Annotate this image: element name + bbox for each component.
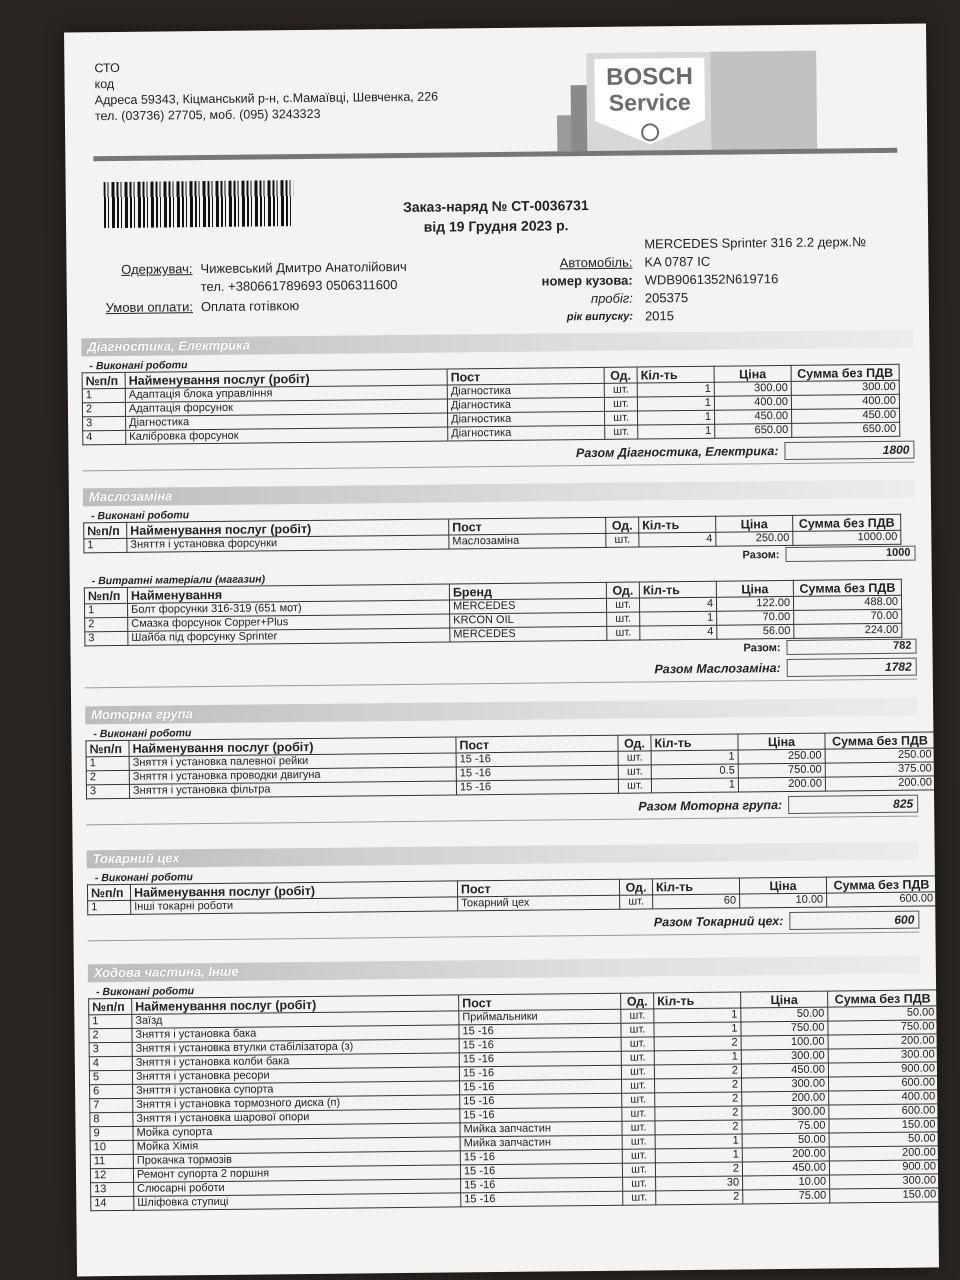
section-title: Ходова частина, Інше [88, 956, 920, 983]
col-qty: Кіл-ть [651, 734, 738, 751]
cell-sum: 250.00 [825, 748, 935, 763]
cell-num: 5 [89, 1070, 132, 1084]
cell-qty: 1 [651, 778, 738, 793]
paper-document [64, 23, 939, 1276]
cell-unit: шт. [621, 1037, 654, 1051]
cell-price: 200.00 [738, 777, 825, 792]
section-title: Маслозаміна [83, 480, 915, 507]
cell-unit: шт. [605, 425, 638, 439]
cell-name: Мойка супорта [133, 1123, 460, 1140]
col-qty: Кіл-ть [637, 366, 714, 383]
cell-qty: 1 [654, 1008, 741, 1023]
cell-unit: шт. [622, 1163, 655, 1177]
section-title: Діагностика, Електрика [81, 330, 913, 357]
cell-num: 3 [86, 784, 129, 798]
cell-sum: 650.00 [792, 422, 900, 437]
cell-post: Діагностика [447, 383, 604, 399]
vin-label: номер кузова: [541, 272, 633, 289]
cell-num: 2 [85, 617, 128, 631]
cell-name: Інші токарні роботи [131, 897, 458, 914]
cell-unit: шт. [621, 1065, 654, 1079]
section-total-value: 1800 [784, 441, 914, 460]
cell-unit: шт. [622, 1135, 655, 1149]
section-total-value: 825 [788, 795, 918, 814]
cell-unit: шт. [620, 895, 653, 909]
cell-name: Заїзд [132, 1011, 459, 1028]
cell-name: Адаптація блока управління [125, 385, 447, 402]
cell-name: Мойка Хімія [133, 1137, 460, 1154]
col-sum: Сумма без ПДВ [793, 514, 901, 531]
cell-price: 50.00 [741, 1007, 828, 1022]
cell-unit: шт. [622, 1121, 655, 1135]
col-post: Пост [456, 735, 618, 753]
cell-post: Діагностика [448, 425, 605, 441]
subtotal-value: 1000 [785, 546, 915, 562]
section-title: Токарний цех [87, 842, 919, 869]
cell-name: Зняття і установка ресори [132, 1067, 459, 1084]
cell-qty: 1 [655, 1134, 742, 1149]
cell-unit: шт. [622, 1149, 655, 1163]
cell-unit: шт. [607, 626, 640, 640]
cell-num: 1 [82, 388, 125, 402]
section-title: Моторна група [85, 698, 917, 725]
cell-unit: шт. [606, 598, 639, 612]
cell-unit: шт. [605, 411, 638, 425]
cell-post: 15 -16 [456, 779, 618, 795]
cell-price: 650.00 [715, 423, 792, 438]
services-table [82, 364, 901, 446]
cell-name: Зняття і установка тормозного диска (п) [133, 1095, 460, 1112]
cell-name: Болт форсунки 316-319 (651 мот) [128, 600, 450, 617]
col-qty: Кіл-ть [639, 581, 716, 598]
cell-sum: 150.00 [830, 1188, 939, 1203]
cell-sum: 200.00 [825, 776, 935, 791]
section-diagnostics [81, 330, 914, 472]
cell-num: 1 [85, 603, 128, 617]
cell-unit: шт. [622, 1079, 655, 1093]
cell-post: Приймальники [459, 1009, 621, 1025]
cell-price: 300.00 [742, 1077, 829, 1092]
section-engine-group [85, 698, 932, 826]
materials-table [84, 579, 903, 647]
cell-price: 450.00 [741, 1063, 828, 1078]
col-num: №п/п [84, 587, 127, 603]
cell-num: 13 [91, 1182, 134, 1196]
section-total-label: Разом Моторна група: [638, 798, 783, 814]
cell-name: Зняття і установка супорта [133, 1081, 460, 1098]
cell-post: 15 -16 [459, 1023, 621, 1039]
col-qty: Кіл-ть [639, 516, 716, 533]
cell-name: Слюсарні роботи [134, 1179, 461, 1196]
cell-num: 4 [89, 1056, 132, 1070]
bosch-service-logo [556, 43, 817, 156]
cell-qty: 2 [654, 1036, 741, 1051]
cell-price: 250.00 [738, 749, 825, 764]
col-num: №п/п [84, 522, 127, 538]
subtotal-label: Разом: [742, 548, 780, 561]
cell-name: Шайба під форсунку Sprinter [128, 628, 450, 645]
company-address: Адреса 59343, Кіцманський р-н, с.Мамаївці, Шевченка, 226 [94, 89, 439, 108]
cell-num: 11 [90, 1154, 133, 1168]
cell-sum: 900.00 [829, 1160, 939, 1175]
col-price: Ціна [714, 365, 791, 382]
cell-unit: шт. [618, 765, 651, 779]
cell-post: Діагностика [448, 411, 605, 427]
cell-price: 75.00 [743, 1189, 830, 1204]
cell-name: Зняття і установка втулки стабілізатора (з) [132, 1039, 459, 1056]
section-total-label: Разом Діагностика, Електрика: [575, 444, 779, 461]
cell-price: 10.00 [743, 1175, 830, 1190]
cell-qty: 1 [655, 1148, 742, 1163]
cell-post: 15 -16 [460, 1163, 622, 1179]
car-model [644, 234, 904, 253]
cell-num: 12 [90, 1168, 133, 1182]
order-number: Заказ-наряд № СТ-0036731 [402, 197, 589, 215]
cell-name: Зняття і установка шарової опори [133, 1109, 460, 1126]
cell-price: 450.00 [715, 409, 792, 424]
cell-sum: 600.00 [829, 1104, 939, 1119]
cell-name: Зняття і установка фільтра [129, 781, 456, 798]
cell-post: Мийка запчастин [460, 1135, 622, 1151]
cell-price: 100.00 [741, 1035, 828, 1050]
cell-qty: 1 [638, 410, 715, 425]
cell-price: 450.00 [742, 1161, 829, 1176]
cell-qty: 4 [639, 597, 716, 612]
col-name: Найменування послуг (робіт) [127, 519, 449, 538]
cell-post: 15 -16 [461, 1191, 623, 1207]
cell-qty: 30 [656, 1176, 743, 1191]
col-sum: Сумма без ПДВ [826, 876, 936, 893]
col-unit: Од. [618, 735, 651, 751]
cell-qty: 1 [637, 382, 714, 397]
cell-post: 15 -16 [456, 751, 618, 767]
recipient-name: Чижевський Дмитро Анатолійович [200, 258, 407, 277]
cell-sum: 1000.00 [793, 530, 901, 545]
cell-unit: шт. [604, 383, 637, 397]
col-name: Найменування [127, 584, 449, 603]
subsection-label: - Виконані роботи [96, 985, 195, 999]
vin-value: WDB9061352N619716 [644, 271, 779, 288]
cell-post: Мийка запчастин [460, 1121, 622, 1137]
cell-post: 15 -16 [460, 1107, 622, 1123]
mileage-value: 205375 [644, 289, 689, 306]
cell-num: 1 [86, 756, 129, 770]
col-num: №п/п [89, 998, 132, 1014]
cell-qty: 2 [654, 1064, 741, 1079]
cell-post: Маслозаміна [449, 533, 606, 549]
payment-value: Оплата готівкою [200, 298, 300, 315]
cell-name: Смазка форсунок Copper+Plus [128, 614, 450, 631]
cell-post: Діагностика [447, 397, 604, 413]
subsection-label: - Виконані роботи [91, 509, 190, 523]
col-qty: Кіл-ть [654, 992, 741, 1009]
col-sum: Сумма без ПДВ [793, 579, 901, 596]
cell-price: 200.00 [742, 1091, 829, 1106]
cell-sum: 488.00 [793, 595, 901, 610]
section-chassis-other [88, 956, 937, 1212]
cell-num: 3 [83, 416, 126, 430]
col-unit: Од. [606, 582, 639, 598]
col-unit: Од. [621, 993, 654, 1009]
cell-price: 300.00 [742, 1105, 829, 1120]
cell-num: 1 [84, 538, 127, 552]
cell-qty: 2 [655, 1106, 742, 1121]
cell-post: 15 -16 [459, 1065, 621, 1081]
cell-num: 2 [86, 770, 129, 784]
cell-qty: 0.5 [651, 764, 738, 779]
cell-unit: шт. [618, 779, 651, 793]
cell-unit: шт. [621, 1023, 654, 1037]
cell-name: Прокачка тормозів [133, 1151, 460, 1168]
header-divider [93, 148, 897, 161]
cell-name: Калібровка форсунок [126, 427, 448, 444]
cell-post: 15 -16 [456, 765, 618, 781]
cell-name: Адаптація форсунок [125, 399, 447, 416]
col-name: Найменування послуг (робіт) [129, 737, 456, 756]
col-num: №п/п [86, 740, 129, 756]
cell-num: 4 [83, 430, 126, 444]
cell-qty: 1 [651, 750, 738, 765]
cell-price: 70.00 [717, 610, 794, 625]
col-unit: Од. [604, 367, 637, 383]
cell-post: 15 -16 [461, 1177, 623, 1193]
recipient-label: Одержувач: [121, 261, 193, 277]
cell-qty: 1 [654, 1050, 741, 1065]
cell-name: Зняття і установка форсунки [127, 535, 449, 552]
col-name: Найменування послуг (робіт) [132, 995, 459, 1014]
cell-unit: шт. [623, 1177, 656, 1191]
cell-price: 300.00 [714, 381, 791, 396]
cell-name: Ремонт супорта 2 поршня [133, 1165, 460, 1182]
cell-post: 15 -16 [460, 1079, 622, 1095]
section-total-value: 1782 [787, 658, 917, 677]
car-model-line1: MERCEDES Sprinter 316 2.2 держ.№ [644, 234, 867, 252]
cell-num: 2 [89, 1028, 132, 1042]
col-post: Пост [449, 517, 606, 535]
col-price: Ціна [716, 515, 793, 532]
cell-sum: 450.00 [792, 408, 900, 423]
col-post: Пост [459, 993, 621, 1011]
cell-qty: 2 [655, 1120, 742, 1135]
subtotal-value: 782 [786, 639, 916, 655]
cell-qty: 60 [653, 894, 740, 909]
year-label: рік випуску: [566, 310, 634, 324]
col-unit: Од. [619, 879, 652, 895]
cell-qty: 1 [637, 396, 714, 411]
col-price: Ціна [738, 733, 825, 750]
cell-price: 200.00 [742, 1147, 829, 1162]
cell-sum: 200.00 [828, 1034, 938, 1049]
section-turning-shop [87, 842, 934, 942]
cell-sum: 70.00 [794, 609, 902, 624]
subtotal-label: Разом: [743, 641, 781, 654]
cell-num: 2 [82, 402, 125, 416]
cell-price: 75.00 [742, 1119, 829, 1134]
order-date: від 19 Грудня 2023 р. [423, 217, 569, 235]
col-price: Ціна [739, 877, 826, 894]
car-plate: KA 0787 IC [644, 253, 711, 270]
cell-price: 400.00 [714, 395, 791, 410]
cell-num: 8 [90, 1112, 133, 1126]
cell-price: 750.00 [738, 763, 825, 778]
cell-post: 15 -16 [460, 1093, 622, 1109]
section-total-value: 600 [789, 911, 919, 930]
col-name: Найменування послуг (робіт) [130, 881, 457, 900]
col-post: Пост [447, 367, 604, 385]
mileage-label: пробіг: [590, 290, 633, 307]
cell-sum: 400.00 [829, 1090, 939, 1105]
cell-sum: 600.00 [827, 892, 937, 907]
cell-name: Зняття і установка колби бака [132, 1053, 459, 1070]
cell-sum: 750.00 [828, 1020, 938, 1035]
cell-post: Токарний цех [458, 895, 620, 911]
cell-price: 300.00 [741, 1049, 828, 1064]
cell-qty: 2 [655, 1092, 742, 1107]
cell-sum: 900.00 [828, 1062, 938, 1077]
cell-unit: шт. [622, 1107, 655, 1121]
logo-text-bosch: BOSCH [606, 62, 693, 91]
cell-num: 6 [90, 1084, 133, 1098]
cell-price: 56.00 [717, 624, 794, 639]
cell-unit: шт. [623, 1191, 656, 1205]
cell-unit: шт. [607, 612, 640, 626]
company-header [94, 57, 438, 125]
cell-post: KRCON OIL [450, 612, 607, 628]
cell-post: MERCEDES [450, 626, 607, 642]
barcode [104, 180, 294, 228]
cell-sum: 200.00 [829, 1146, 939, 1161]
cell-price: 250.00 [716, 531, 793, 546]
section-total-label: Разом Токарний цех: [653, 914, 784, 930]
cell-num: 10 [90, 1140, 133, 1154]
cell-num: 7 [90, 1098, 133, 1112]
col-brand: Бренд [449, 582, 606, 600]
cell-post: 15 -16 [459, 1037, 621, 1053]
cell-num: 3 [85, 631, 128, 645]
company-code: код [94, 76, 115, 92]
cell-num: 14 [91, 1196, 134, 1210]
cell-num: 9 [90, 1126, 133, 1140]
cell-qty: 1 [654, 1022, 741, 1037]
cell-qty: 1 [638, 424, 715, 439]
col-unit: Од. [606, 517, 639, 533]
section-oil-change [83, 480, 917, 689]
cell-name: Зняття і установка проводки двигуна [129, 767, 456, 784]
cell-qty: 4 [640, 625, 717, 640]
cell-name: Діагностика [126, 413, 448, 430]
order-title [366, 195, 626, 238]
cell-name: Зняття і установка бака [132, 1025, 459, 1042]
cell-post: MERCEDES [449, 598, 606, 614]
cell-qty: 2 [656, 1190, 743, 1205]
cell-price: 50.00 [742, 1133, 829, 1148]
col-num: №п/п [82, 372, 125, 388]
subsection-label: - Виконані роботи [93, 727, 192, 741]
cell-post: 15 -16 [460, 1149, 622, 1165]
col-sum: Сумма без ПДВ [791, 364, 899, 381]
cell-sum: 224.00 [794, 623, 902, 638]
services-table [88, 989, 939, 1211]
cell-price: 122.00 [716, 596, 793, 611]
cell-name: Шліфовка ступиці [134, 1193, 461, 1210]
cell-qty: 2 [655, 1078, 742, 1093]
cell-num: 1 [89, 1014, 132, 1028]
cell-qty: 4 [639, 532, 716, 547]
cell-num: 3 [89, 1042, 132, 1056]
cell-unit: шт. [621, 1051, 654, 1065]
col-name: Найменування послуг (робіт) [125, 369, 447, 388]
cell-sum: 300.00 [828, 1048, 938, 1063]
services-table [85, 731, 936, 799]
cell-price: 10.00 [740, 893, 827, 908]
logo-text-service: Service [608, 88, 691, 116]
cell-sum: 150.00 [829, 1118, 939, 1133]
col-sum: Сумма без ПДВ [825, 732, 935, 749]
cell-unit: шт. [622, 1093, 655, 1107]
cell-sum: 50.00 [828, 1006, 938, 1021]
cell-unit: шт. [604, 397, 637, 411]
payment-label: Умови оплати: [105, 299, 193, 316]
cell-unit: шт. [606, 533, 639, 547]
cell-unit: шт. [621, 1009, 654, 1023]
company-name: СТО [94, 60, 120, 76]
cell-sum: 300.00 [791, 380, 899, 395]
subsection-label: - Виконані роботи [94, 871, 193, 885]
subsection-label: - Виконані роботи [89, 359, 188, 373]
cell-post: 15 -16 [459, 1051, 621, 1067]
cell-qty: 2 [655, 1162, 742, 1177]
cell-qty: 1 [640, 611, 717, 626]
col-price: Ціна [716, 580, 793, 597]
company-phones: тел. (03736) 27705, моб. (095) 3243323 [94, 106, 321, 124]
cell-name: Зняття і установка палевної рейки [129, 753, 456, 770]
cell-sum: 50.00 [829, 1132, 939, 1147]
cell-sum: 400.00 [791, 394, 899, 409]
year-value: 2015 [644, 308, 675, 324]
recipient-phone: тел. +380661789693 0506311600 [200, 277, 398, 295]
materials-label: - Витратні матеріали (магазин) [91, 573, 266, 588]
cell-unit: шт. [618, 751, 651, 765]
section-total-label: Разом Маслозаміна: [654, 661, 781, 677]
col-post: Пост [457, 879, 619, 897]
cell-sum: 375.00 [825, 762, 935, 777]
col-price: Ціна [741, 991, 828, 1008]
car-label: Автомобіль: [559, 254, 633, 271]
cell-sum: 300.00 [830, 1174, 939, 1189]
col-qty: Кіл-ть [652, 878, 739, 895]
col-sum: Сумма без ПДВ [828, 990, 938, 1007]
cell-price: 750.00 [741, 1021, 828, 1036]
cell-num: 1 [88, 900, 131, 914]
col-num: №п/п [87, 884, 130, 900]
cell-sum: 600.00 [829, 1076, 939, 1091]
